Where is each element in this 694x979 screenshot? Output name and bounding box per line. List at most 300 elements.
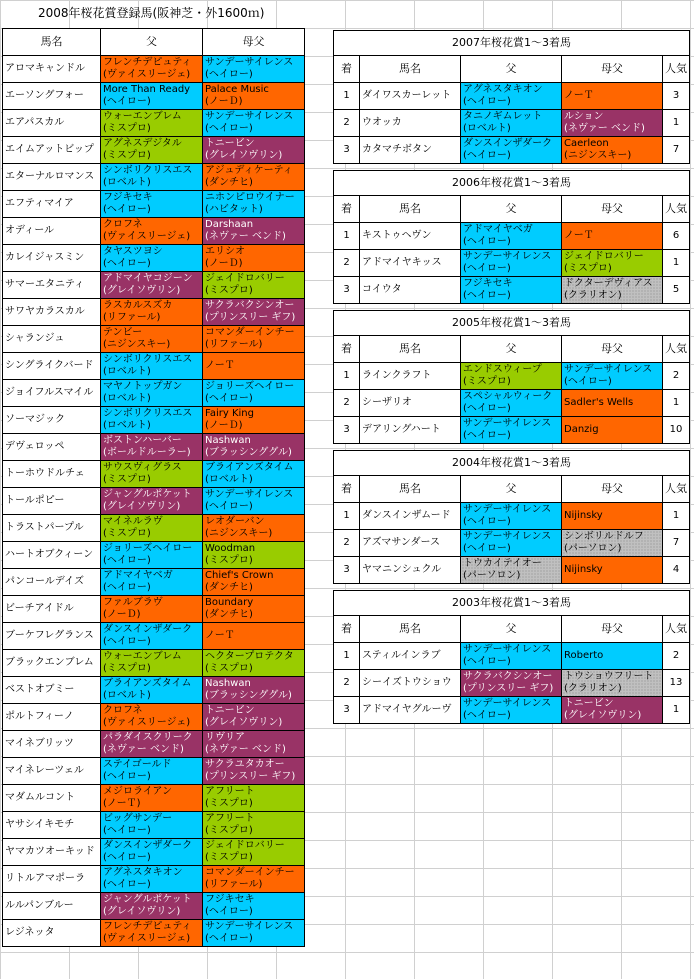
dam-sire-name: コマンダーインチー [205, 327, 295, 338]
dam-sire-cell [203, 866, 305, 893]
dam-sire-line: (ミスプロ) [205, 852, 253, 863]
sire-name: サンデーサイレンス [463, 531, 552, 542]
sire-cell [101, 812, 203, 839]
sire-line: (ロベルト) [103, 420, 151, 431]
results-row [334, 110, 690, 137]
dam-sire-line: (ミスプロ) [205, 663, 253, 674]
popularity: 5 [663, 277, 690, 304]
horse-name: シーザリオ [360, 390, 461, 417]
dam-sire-line: (ニジンスキー) [205, 528, 273, 539]
dam-sire-name: Sadler's Wells [564, 397, 634, 408]
results-header-row [334, 336, 690, 363]
horse-name: サワヤカラスカル [3, 299, 101, 326]
table-row [3, 299, 305, 326]
sire-name: フレンチデピュティ [103, 57, 192, 68]
dam-sire-cell [203, 488, 305, 515]
dam-sire-cell [203, 218, 305, 245]
table-row [3, 785, 305, 812]
year-title-row [334, 591, 690, 616]
sire-line: (リファール) [103, 312, 161, 323]
dam-sire-cell [203, 704, 305, 731]
table-row [3, 83, 305, 110]
sire-name: タヤスツヨシ [103, 246, 163, 257]
sire-cell [101, 56, 203, 83]
dam-sire-line: (ダンチヒ) [205, 582, 253, 593]
finish-position: 2 [334, 670, 360, 697]
popularity: 6 [663, 223, 690, 250]
dam-sire-line: (ミスプロ) [205, 825, 253, 836]
table-row [3, 569, 305, 596]
dam-sire-cell [203, 164, 305, 191]
dam-sire-cell [203, 380, 305, 407]
year-title-row [334, 171, 690, 196]
header-sire: 父 [461, 56, 562, 83]
sire-line: (ヴァイスリージェ) [103, 933, 191, 944]
dam-sire-cell [203, 596, 305, 623]
results-row [334, 83, 690, 110]
dam-sire-cell [203, 461, 305, 488]
sire-cell [101, 272, 203, 299]
sire-line: (ロベルト) [103, 393, 151, 404]
dam-sire-line: (ヘイロー) [205, 393, 253, 404]
table-row [3, 542, 305, 569]
results-row [334, 643, 690, 670]
sire-line: (ボールドルーラー) [103, 447, 191, 458]
sire-cell [101, 326, 203, 353]
sire-name: マヤノトップガン [103, 381, 183, 392]
dam-sire-name: アフリート [205, 786, 255, 797]
table-row [3, 893, 305, 920]
dam-sire-name: アジュディケーティ [205, 165, 293, 176]
results-header-row [334, 56, 690, 83]
table-row [3, 407, 305, 434]
table-row [3, 488, 305, 515]
dam-sire-line: (ヘイロー) [205, 906, 253, 917]
sire-cell [461, 530, 562, 557]
header-name: 馬名 [360, 616, 461, 643]
dam-sire-cell [203, 920, 305, 947]
horse-name: ハートオブクィーン [3, 542, 101, 569]
horse-name: ブラックエンブレム [3, 650, 101, 677]
sire-line: (ロベルト) [103, 690, 151, 701]
horse-name: アロマキャンドル [3, 56, 101, 83]
sire-line: (ヴァイスリージェ) [103, 231, 191, 242]
sire-line: (ミスプロ) [103, 663, 151, 674]
sire-cell [461, 363, 562, 390]
dam-sire-name: ブライアンズタイム [205, 462, 294, 473]
sire-cell [101, 83, 203, 110]
dam-sire-cell [562, 417, 663, 444]
table-row [3, 812, 305, 839]
dam-sire-name: Roberto [564, 650, 604, 661]
dam-sire-name: ジェイドロバリー [205, 273, 285, 284]
horse-name: ダイワスカーレット [360, 83, 461, 110]
results-table-1 [333, 170, 690, 304]
dam-sire-name: サクラバクシンオー [205, 300, 295, 311]
sire-cell [101, 434, 203, 461]
sire-line: (ノーＤ) [103, 609, 141, 620]
table-row [3, 515, 305, 542]
popularity: 2 [663, 643, 690, 670]
sire-cell [461, 670, 562, 697]
dam-sire-name: Nashwan [205, 435, 251, 446]
dam-sire-name: シンボリルドルフ [564, 531, 644, 542]
year-title-row [334, 31, 690, 56]
sire-name: ジョリーズヘイロー [103, 543, 193, 554]
sire-name: アグネスタキオン [463, 84, 543, 95]
table-row [3, 164, 305, 191]
results-header-row [334, 196, 690, 223]
sire-name: タニノギムレット [463, 111, 543, 122]
sire-name: アドマイヤコジーン [103, 273, 193, 284]
dam-sire-line: (ダンチヒ) [205, 177, 253, 188]
table-header-row [3, 29, 305, 56]
dam-sire-name: ジェイドロバリー [564, 251, 644, 262]
dam-sire-line: (ニジンスキー) [564, 150, 632, 161]
dam-sire-name: Danzig [564, 424, 599, 435]
finish-position: 2 [334, 390, 360, 417]
dam-sire-name: コマンダーインチー [205, 867, 295, 878]
horse-name: マイネレーツェル [3, 758, 101, 785]
dam-sire-cell [203, 893, 305, 920]
table-row [3, 623, 305, 650]
sire-line: (ヘイロー) [463, 656, 511, 667]
horse-name: ヤマニンシュクル [360, 557, 461, 584]
dam-sire-line: (ヘイロー) [205, 933, 253, 944]
results-table-4 [333, 590, 690, 724]
sire-line: (ロベルト) [103, 366, 151, 377]
sire-line: (プリンスリー ギフ) [463, 683, 554, 694]
popularity: 13 [663, 670, 690, 697]
horse-name: ポルトフィーノ [3, 704, 101, 731]
header-sire: 父 [461, 196, 562, 223]
dam-sire-cell [203, 515, 305, 542]
sire-name: シンボリクリスエス [103, 354, 193, 365]
dam-sire-cell [562, 363, 663, 390]
dam-sire-name: Woodman [205, 543, 256, 554]
header-sire: 父 [461, 336, 562, 363]
sire-line: (ヴァイスリージェ) [103, 69, 191, 80]
sire-name: アグネスタキオン [103, 867, 183, 878]
year-title: 2003年桜花賞1～3着馬 [334, 591, 690, 616]
dam-sire-name: サンデーサイレンス [205, 921, 294, 932]
dam-sire-cell [562, 83, 663, 110]
sire-cell [101, 110, 203, 137]
horse-name: リトルアマポーラ [3, 866, 101, 893]
sire-cell [101, 353, 203, 380]
sire-name: トウカイテイオー [463, 558, 542, 569]
sire-line: (ヘイロー) [463, 96, 511, 107]
horse-name: エターナルロマンス [3, 164, 101, 191]
sire-line: (ミスプロ) [103, 528, 151, 539]
sire-cell [461, 390, 562, 417]
dam-sire-cell [562, 697, 663, 724]
sire-cell [101, 650, 203, 677]
popularity: 3 [663, 83, 690, 110]
sire-name: パラダイスクリーク [103, 732, 193, 743]
horse-name: コイウタ [360, 277, 461, 304]
finish-position: 2 [334, 110, 360, 137]
sire-cell [101, 137, 203, 164]
sire-name: サンデーサイレンス [463, 418, 552, 429]
dam-sire-cell [203, 839, 305, 866]
horse-name: マイネブリッツ [3, 731, 101, 758]
dam-sire-name: ノーＴ [205, 630, 235, 641]
dam-sire-name: トニービン [564, 698, 614, 709]
dam-sire-cell [203, 623, 305, 650]
header-pop: 人気 [663, 616, 690, 643]
sire-line: (ミスプロ) [103, 474, 151, 485]
sire-cell [101, 461, 203, 488]
dam-sire-cell [562, 277, 663, 304]
dam-sire-line: (ヘイロー) [205, 69, 253, 80]
sire-line: (ヘイロー) [463, 290, 511, 301]
dam-sire-cell [203, 650, 305, 677]
results-table-3 [333, 450, 690, 584]
horse-name: ラインクラフト [360, 363, 461, 390]
finish-position: 3 [334, 137, 360, 164]
dam-sire-name: サンデーサイレンス [564, 364, 653, 375]
sire-name: ファルブラヴ [103, 597, 163, 608]
table-row [3, 839, 305, 866]
sire-cell [461, 503, 562, 530]
dam-sire-name: サンデーサイレンス [205, 57, 294, 68]
table-row [3, 326, 305, 353]
dam-sire-line: (ミスプロ) [205, 555, 253, 566]
horse-name: シャランジュ [3, 326, 101, 353]
table-row [3, 650, 305, 677]
header-sire: 父 [461, 476, 562, 503]
dam-sire-name: リヴリア [205, 732, 245, 743]
results-header-row [334, 616, 690, 643]
finish-position: 3 [334, 277, 360, 304]
dam-sire-cell [562, 250, 663, 277]
sire-name: サンデーサイレンス [463, 504, 552, 515]
horse-name: カタマチボタン [360, 137, 461, 164]
sire-name: ラスカルスズカ [103, 300, 173, 311]
dam-sire-cell [203, 191, 305, 218]
sire-line: (ヘイロー) [463, 516, 511, 527]
sire-name: アドマイヤベガ [463, 224, 533, 235]
sire-cell [101, 488, 203, 515]
dam-sire-cell [203, 83, 305, 110]
sire-name: アグネスデジタル [103, 138, 182, 149]
year-title-row [334, 311, 690, 336]
dam-sire-name: トニービン [205, 705, 255, 716]
dam-sire-name: ニホンピロウイナー [205, 192, 295, 203]
sire-line: (ヘイロー) [103, 96, 151, 107]
results-row [334, 670, 690, 697]
horse-name: シーイズトウショウ [360, 670, 461, 697]
sire-name: サンデーサイレンス [463, 698, 552, 709]
dam-sire-name: サクラユタカオー [205, 759, 285, 770]
dam-sire-line: (リファール) [205, 879, 263, 890]
sire-name: ジャングルポケット [103, 894, 192, 905]
sire-line: (グレイソヴリン) [103, 906, 181, 917]
horse-name: デアリングハート [360, 417, 461, 444]
sire-name: クロフネ [103, 705, 143, 716]
horse-name: トールポピー [3, 488, 101, 515]
table-row [3, 920, 305, 947]
sire-line: (ロベルト) [463, 123, 511, 134]
header-dam-sire: 母父 [562, 196, 663, 223]
sire-name: シンボリクリスエス [103, 165, 193, 176]
dam-sire-name: Chief's Crown [205, 570, 274, 581]
dam-sire-line: (ハビタット) [205, 204, 263, 215]
dam-sire-name: フジキセキ [205, 894, 255, 905]
finish-position: 3 [334, 697, 360, 724]
popularity: 10 [663, 417, 690, 444]
dam-sire-line: (ミスプロ) [564, 263, 612, 274]
finish-position: 1 [334, 223, 360, 250]
sire-cell [101, 677, 203, 704]
sire-cell [461, 250, 562, 277]
page-title: 2008年桜花賞登録馬(阪神芝・外1600ｍ) [38, 6, 265, 20]
dam-sire-cell [203, 299, 305, 326]
sire-line: (ヘイロー) [463, 430, 511, 441]
sire-name: サンデーサイレンス [463, 251, 552, 262]
horse-name: エアパスカル [3, 110, 101, 137]
horse-name: エーソングフォー [3, 83, 101, 110]
sire-line: (ミスプロ) [103, 150, 151, 161]
sire-line: (ヘイロー) [103, 204, 151, 215]
popularity: 2 [663, 363, 690, 390]
sire-cell [101, 218, 203, 245]
results-row [334, 277, 690, 304]
horse-name: レジネッタ [3, 920, 101, 947]
sire-name: メジロライアン [103, 786, 172, 797]
dam-sire-name: ジョリーズヘイロー [205, 381, 295, 392]
header-pop: 人気 [663, 56, 690, 83]
dam-sire-name: レオダーバン [205, 516, 265, 527]
sire-line: (ノーＴ) [103, 798, 141, 809]
sire-line: (ヘイロー) [103, 555, 151, 566]
sire-line: (ヘイロー) [463, 236, 511, 247]
sire-line: (ヴァイスリージェ) [103, 717, 191, 728]
sire-name: エンドスウィープ [463, 364, 542, 375]
sire-name: アドマイヤベガ [103, 570, 173, 581]
horse-name: ジョイフルスマイル [3, 380, 101, 407]
sire-line: (パーソロン) [463, 570, 521, 581]
sire-cell [101, 623, 203, 650]
horse-name: ルルパンブルー [3, 893, 101, 920]
header-name: 馬名 [3, 29, 101, 56]
sire-cell [101, 893, 203, 920]
dam-sire-cell [562, 530, 663, 557]
dam-sire-name: トウショウフリート [564, 671, 654, 682]
table-row [3, 704, 305, 731]
popularity: 7 [663, 530, 690, 557]
registered-horses-table [2, 28, 305, 947]
dam-sire-line: (ノーＤ) [205, 258, 243, 269]
dam-sire-cell [562, 110, 663, 137]
dam-sire-line: (プリンスリー ギフ) [205, 771, 296, 782]
finish-position: 2 [334, 530, 360, 557]
dam-sire-cell [203, 785, 305, 812]
table-row [3, 272, 305, 299]
horse-name: ソーマジック [3, 407, 101, 434]
sire-name: ステイゴールド [103, 759, 172, 770]
header-sire: 父 [101, 29, 203, 56]
table-row [3, 110, 305, 137]
sire-name: スペシャルウィーク [463, 391, 553, 402]
dam-sire-line: (ヘイロー) [564, 376, 612, 387]
sire-cell [461, 557, 562, 584]
horse-name: パンコールデイズ [3, 569, 101, 596]
dam-sire-name: Palace Music [205, 84, 269, 95]
sire-cell [101, 866, 203, 893]
sire-cell [101, 380, 203, 407]
dam-sire-cell [203, 326, 305, 353]
dam-sire-cell [203, 407, 305, 434]
popularity: 1 [663, 110, 690, 137]
sire-cell [101, 704, 203, 731]
dam-sire-name: ノーＴ [564, 230, 594, 241]
dam-sire-name: サンデーサイレンス [205, 111, 294, 122]
dam-sire-line: (ノーＤ) [205, 420, 243, 431]
horse-name: ブーケフレグランス [3, 623, 101, 650]
horse-name: デヴェロッペ [3, 434, 101, 461]
dam-sire-line: (ネヴァー ベンド) [564, 123, 645, 134]
header-dam-sire: 母父 [203, 29, 305, 56]
dam-sire-name: Nashwan [205, 678, 251, 689]
sire-cell [101, 542, 203, 569]
sire-line: (ヘイロー) [103, 771, 151, 782]
sire-name: ダンスインザダーク [463, 138, 553, 149]
finish-position: 3 [334, 557, 360, 584]
sire-name: ジャングルポケット [103, 489, 192, 500]
dam-sire-name: エリシオ [205, 246, 245, 257]
dam-sire-cell [203, 272, 305, 299]
sire-line: (ヘイロー) [463, 543, 511, 554]
dam-sire-name: サンデーサイレンス [205, 489, 294, 500]
header-dam-sire: 母父 [562, 476, 663, 503]
sire-name: マイネルラヴ [103, 516, 163, 527]
sire-cell [101, 758, 203, 785]
sire-cell [461, 417, 562, 444]
sire-name: サンデーサイレンス [463, 644, 552, 655]
results-row [334, 390, 690, 417]
results-row [334, 503, 690, 530]
finish-position: 1 [334, 503, 360, 530]
sire-line: (ニジンスキー) [103, 339, 171, 350]
table-row [3, 866, 305, 893]
dam-sire-line: (ミスプロ) [205, 285, 253, 296]
sire-name: More Than Ready [103, 84, 191, 95]
sire-cell [101, 596, 203, 623]
sire-cell [101, 407, 203, 434]
dam-sire-cell [203, 353, 305, 380]
horse-name: マダムルコント [3, 785, 101, 812]
table-row [3, 434, 305, 461]
horse-name: キストゥヘヴン [360, 223, 461, 250]
sire-line: (ヘイロー) [103, 825, 151, 836]
dam-sire-line: (グレイソヴリン) [205, 150, 283, 161]
sire-cell [461, 697, 562, 724]
horse-name: トーホウドルチェ [3, 461, 101, 488]
sire-name: ウォーエンブレム [103, 111, 182, 122]
popularity: 7 [663, 137, 690, 164]
sire-line: (ヘイロー) [103, 582, 151, 593]
dam-sire-name: アフリート [205, 813, 255, 824]
results-row [334, 223, 690, 250]
sire-cell [101, 569, 203, 596]
table-row [3, 596, 305, 623]
dam-sire-line: (ブラッシンググル) [205, 690, 292, 701]
year-title: 2007年桜花賞1～3着馬 [334, 31, 690, 56]
dam-sire-line: (ネヴァー ベンド) [205, 744, 286, 755]
dam-sire-cell [203, 731, 305, 758]
